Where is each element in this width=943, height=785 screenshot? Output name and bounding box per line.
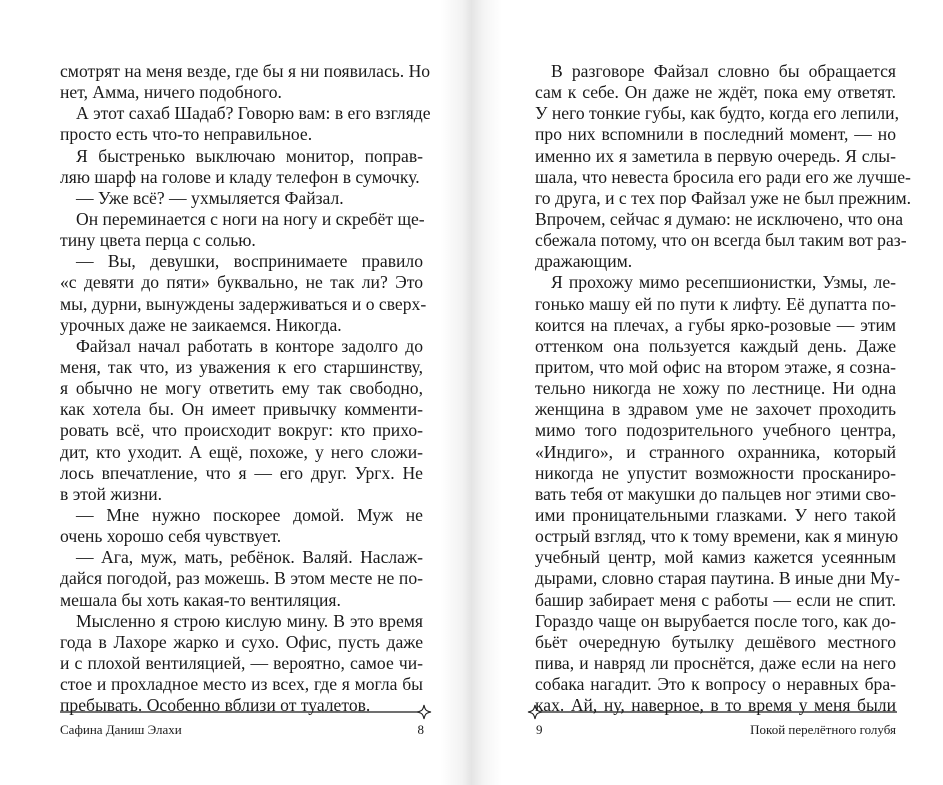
text-line: бьёт очередную бутылку дешёвого местного bbox=[535, 631, 896, 652]
text-line: оттенком она пользуется каждый день. Даже bbox=[535, 335, 896, 356]
text-line: — Вы, девушки, воспринимаете правило bbox=[76, 251, 423, 272]
left-page-text bbox=[60, 61, 431, 716]
page-number-left: 8 bbox=[417, 722, 424, 737]
text-line: ляю шарф на голове и кладу телефон в сумочку. bbox=[60, 166, 420, 187]
text-line: пива, и навряд ли проснётся, даже если на него bbox=[535, 652, 896, 673]
footer-book-title: Покой перелётного голубя bbox=[750, 722, 896, 737]
text-line: собака нагадит. Это к вопросу о неравных бра- bbox=[535, 674, 896, 695]
text-line: дайся погодой, раз можешь. В этом месте не по- bbox=[60, 568, 423, 589]
text-line: — Уже всё? — ухмыляется Файзал. bbox=[76, 187, 344, 208]
text-line: мешала бы хоть какая-то вентиляция. bbox=[60, 589, 341, 610]
text-line: очень хорошо себя чувствует. bbox=[60, 526, 282, 547]
text-line: Мысленно я строю кислую мину. В это время bbox=[76, 610, 423, 631]
page-number-right: 9 bbox=[536, 722, 543, 737]
text-line: сбежала потому, что он всегда был таким вот раз- bbox=[535, 230, 907, 251]
text-line: никогда не упустит возможности просканиро- bbox=[535, 462, 896, 483]
text-line: я обычно не могу ответить ему так свободно, bbox=[60, 378, 423, 399]
text-line: лось впечатление, что я — его друг. Ургх. Не bbox=[60, 462, 423, 483]
text-line: притом, что мой офис на втором этаже, я созна- bbox=[535, 356, 896, 377]
text-line: ими проницательными глазками. У него такой bbox=[535, 504, 896, 525]
diamond-star-ornament-icon bbox=[417, 705, 431, 719]
text-line: женщина в здравом уме не захочет проходить bbox=[535, 399, 896, 420]
text-line: гонько машу ей по пути к лифту. Её дупатта по- bbox=[535, 293, 896, 314]
text-line: учебный центр, мой камиз кажется усеянным bbox=[535, 547, 896, 568]
footer-author: Сафина Даниш Элахи bbox=[60, 722, 182, 737]
text-line: пребывать. Особенно вблизи от туалетов. bbox=[60, 695, 371, 716]
text-line: шала, что невеста бросила его ради его же лучше- bbox=[535, 166, 911, 187]
text-line: вать тебя от макушки до пальцев ног этими сво- bbox=[535, 483, 896, 504]
text-line: в этой жизни. bbox=[60, 483, 163, 504]
text-line: дражающим. bbox=[535, 251, 633, 272]
text-line: тельно никогда не хожу по лестнице. Ни одна bbox=[535, 378, 896, 399]
text-line: мы, дурни, вынуждены задерживаться и о сверх- bbox=[60, 293, 427, 314]
text-line: года в Лахоре жарко и сухо. Офис, пусть даже bbox=[60, 631, 423, 652]
text-line: смотрят на меня везде, где бы я ни появилась. Но bbox=[60, 61, 431, 81]
text-line: про них вспомнили в последний момент, — но bbox=[535, 124, 896, 145]
text-line: А этот сахаб Шадаб? Говорю вам: в его взгляде bbox=[76, 103, 431, 124]
text-line: тину цвета перца с солью. bbox=[60, 230, 256, 251]
text-line: — Мне нужно поскорее домой. Муж не bbox=[76, 504, 423, 525]
text-line: «с девяти до пяти» буквально, не так ли? Это bbox=[60, 272, 423, 293]
text-line: сам к себе. Он даже не ждёт, пока ему ответят. bbox=[535, 82, 896, 103]
text-line: дит, кто уходит. А ещё, похоже, у него сложи- bbox=[60, 441, 423, 462]
text-line: коится на плечах, а губы ярко-розовые — этим bbox=[535, 314, 896, 335]
text-line: У него тонкие губы, как будто, когда его лепили, bbox=[535, 103, 899, 124]
text-line: меня, так что, из уважения к его старшинству, bbox=[60, 356, 423, 377]
text-line: Впрочем, сейчас я думаю: не исключено, что она bbox=[535, 208, 904, 229]
text-line: именно их я заметила в первую очередь. Я слы- bbox=[535, 145, 896, 166]
text-line: Он переминается с ноги на ногу и скребёт ще- bbox=[76, 208, 425, 229]
text-line: урочных даже не заикаемся. Никогда. bbox=[60, 314, 342, 335]
text-line: ровать всё, что происходит вокруг: кто прихо- bbox=[60, 420, 423, 441]
right-footer-rule bbox=[527, 703, 897, 721]
right-page-text bbox=[535, 61, 912, 716]
text-line: мимо того подозрительного учебного центра, bbox=[535, 420, 896, 441]
text-line: ках. Ай, ну, наверное, в то время у меня были bbox=[535, 695, 896, 716]
text-line: Я быстренько выключаю монитор, поправ- bbox=[76, 145, 423, 166]
text-line: стое и прохладное место из всех, где я могла бы bbox=[60, 674, 423, 695]
diamond-star-ornament-icon bbox=[528, 705, 542, 719]
text-line: В разговоре Файзал словно бы обращается bbox=[551, 61, 896, 81]
text-line: как хотела бы. Он имеет привычку комменти- bbox=[60, 399, 423, 420]
text-line: просто есть что-то неправильное. bbox=[60, 124, 313, 145]
text-line: го друга, и с тех пор Файзал уже не был прежним. bbox=[535, 187, 912, 208]
text-line: острый взгляд, что к тому времени, как я миную bbox=[535, 526, 899, 547]
text-line: нет, Амма, ничего подобного. bbox=[60, 82, 282, 103]
text-line: — Ага, муж, мать, ребёнок. Валяй. Наслаж- bbox=[76, 547, 423, 568]
text-line: Гораздо чаще он вырубается после того, как до- bbox=[535, 610, 896, 631]
text-line: башир забирает меня с работы — если не спит. bbox=[535, 589, 896, 610]
left-footer-rule bbox=[60, 703, 432, 721]
text-line: Файзал начал работать в конторе задолго до bbox=[76, 335, 423, 356]
text-line: Я прохожу мимо ресепшионистки, Узмы, ле- bbox=[551, 272, 896, 293]
text-line: дырами, словно старая паутина. В иные дни Му- bbox=[535, 568, 900, 589]
text-line: и с плохой вентиляцией, — вероятно, самое чи- bbox=[60, 652, 423, 673]
text-line: «Индиго», и странного охранника, который bbox=[535, 441, 896, 462]
